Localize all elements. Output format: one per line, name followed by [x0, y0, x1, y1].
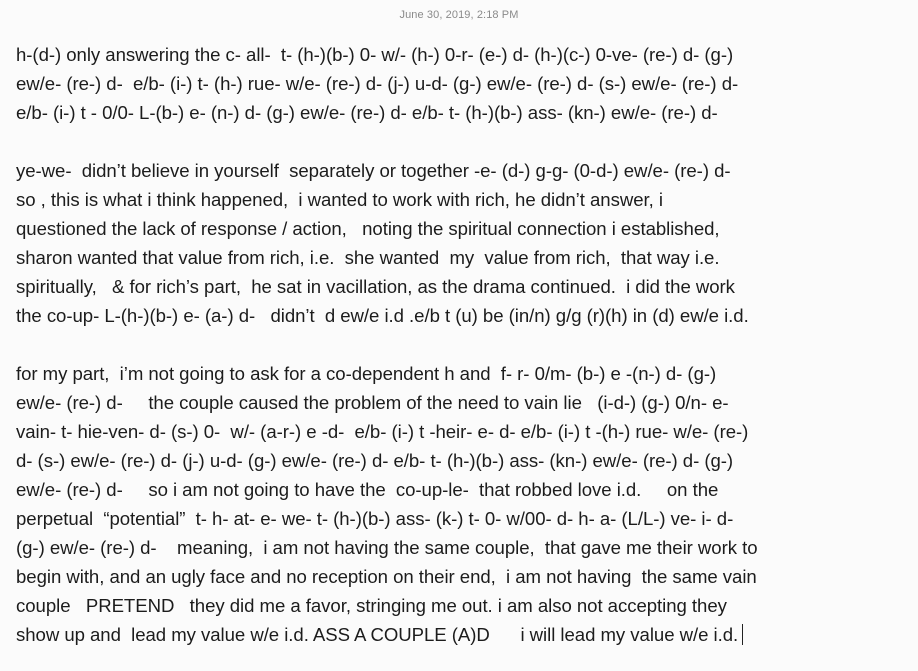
text-line: e/b- (i-) t - 0/0- L-(b-) e- (n-) d- (g-) ew/e- (re-) d- e/b- t- (h-)(b-) ass- (kn-) ew/e- (re-) d- — [16, 102, 718, 123]
text-line: for my part, i’m not going to ask for a co-dependent h and f- r- 0/m- (b-) e -(n-) d- (g-) — [16, 363, 717, 384]
text-line: begin with, and an ugly face and no reception on their end, i am not having the same vain — [16, 566, 757, 587]
text-line: questioned the lack of response / action, noting the spiritual connection i established, — [16, 218, 720, 239]
text-cursor — [742, 624, 743, 645]
text-line: h-(d-) only answering the c- all- t- (h-)(b-) 0- w/- (h-) 0-r- (e-) d- (h-)(c-) 0-ve- (re-) d- (g-) — [16, 44, 734, 65]
text-line: d- (s-) ew/e- (re-) d- (j-) u-d- (g-) ew/e- (re-) d- e/b- t- (h-)(b-) ass- (kn-) ew/e- (re-) d- (g-) — [16, 450, 734, 471]
paragraph-spacer — [16, 330, 912, 359]
note-paragraph-1 — [16, 40, 912, 127]
note-timestamp: June 30, 2019, 2:18 PM — [399, 9, 519, 21]
paragraph-spacer — [16, 127, 912, 156]
text-line-content: show up and lead my value w/e i.d. ASS A COUPLE (A)D i will lead my value w/e i.d. — [16, 624, 739, 645]
text-line: ew/e- (re-) d- the couple caused the problem of the need to vain lie (i-d-) (g-) 0/n- e- — [16, 392, 729, 413]
text-line: ew/e- (re-) d- so i am not going to have the co-up-le- that robbed love i.d. on the — [16, 479, 719, 500]
text-line: spiritually, & for rich’s part, he sat in vacillation, as the drama continued. i did the work — [16, 276, 735, 297]
text-line: ye-we- didn’t believe in yourself separately or together -e- (d-) g-g- (0-d-) ew/e- (re-) d- — [16, 160, 731, 181]
text-line: (g-) ew/e- (re-) d- meaning, i am not having the same couple, that gave me their work to — [16, 537, 758, 558]
text-line: vain- t- hie-ven- d- (s-) 0- w/- (a-r-) e -d- e/b- (i-) t -heir- e- d- e/b- (i-) t -(h-) rue- w/e- (re-) — [16, 421, 749, 442]
note-text-editor[interactable] — [16, 40, 912, 649]
text-line: couple PRETEND they did me a favor, stringing me out. i am also not accepting they — [16, 595, 727, 616]
note-paragraph-3 — [16, 359, 912, 649]
text-line: sharon wanted that value from rich, i.e. she wanted my value from rich, that way i.e. — [16, 247, 720, 268]
last-text-line — [16, 620, 912, 649]
text-line: the co-up- L-(h-)(b-) e- (a-) d- didn’t d ew/e i.d .e/b t (u) be (in/n) g/g (r)(h) in (d) ew/e i.d. — [16, 305, 749, 326]
text-line: ew/e- (re-) d- e/b- (i-) t- (h-) rue- w/e- (re-) d- (j-) u-d- (g-) ew/e- (re-) d- (s-) ew/e- (re-) d- — [16, 73, 739, 94]
text-line: so , this is what i think happened, i wanted to work with rich, he didn’t answer, i — [16, 189, 663, 210]
note-paragraph-2 — [16, 156, 912, 330]
text-line: perpetual “potential” t- h- at- e- we- t- (h-)(b-) ass- (k-) t- 0- w/00- d- h- a- (L/L-) ve- i- d- — [16, 508, 734, 529]
